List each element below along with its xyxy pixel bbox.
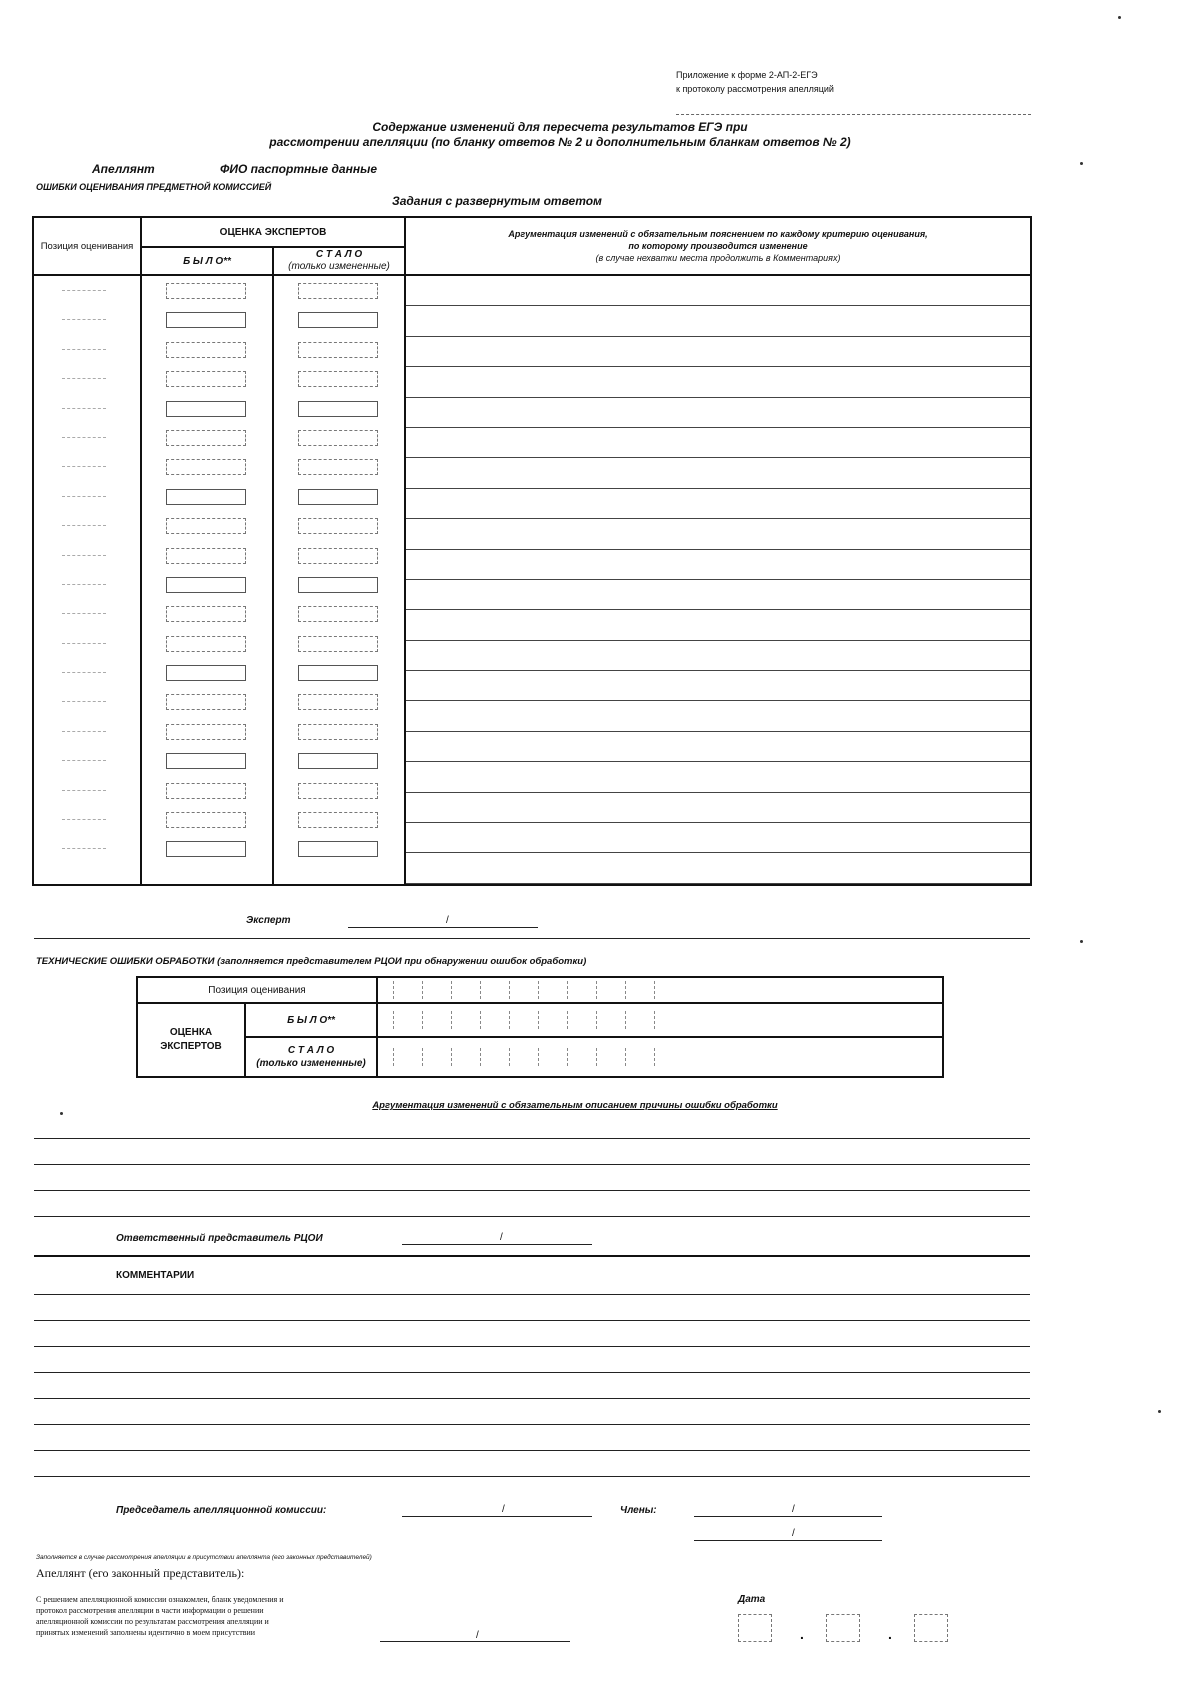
position-cell[interactable] <box>34 717 140 746</box>
section1-subheading: Задания с развернутым ответом <box>392 194 602 208</box>
tick <box>625 981 626 999</box>
tick <box>509 981 510 999</box>
now-column <box>273 275 405 885</box>
tick <box>596 1011 597 1029</box>
position-cell[interactable] <box>34 629 140 658</box>
comment-line[interactable] <box>34 1424 1030 1425</box>
was-score-cell <box>142 423 272 452</box>
was-score-cell <box>142 599 272 628</box>
was-score-cell <box>142 335 272 364</box>
now-score-box[interactable] <box>298 489 378 505</box>
was-score-box[interactable] <box>166 489 246 505</box>
was-score-cell <box>142 394 272 423</box>
was-score-cell <box>142 717 272 746</box>
argument-line[interactable] <box>406 701 1030 731</box>
argument-line[interactable] <box>406 519 1030 549</box>
chairman-label: Председатель апелляционной комиссии: <box>116 1505 327 1516</box>
appellant-representative-label: Апеллянт (его законный представитель): <box>36 1566 245 1580</box>
position-placeholder <box>62 819 106 820</box>
now-score-cell <box>274 394 404 423</box>
footer-note: Заполняется в случае рассмотрения апелляции в присутствии апеллянта (его законных представителей) <box>36 1554 372 1561</box>
technical-errors-table <box>136 976 944 1078</box>
scan-speck <box>60 1112 63 1115</box>
appendix-line-2: к протоколу рассмотрения апелляций <box>676 84 834 94</box>
member-signature-line-1[interactable] <box>694 1516 882 1517</box>
tick <box>451 1048 452 1066</box>
argument-column[interactable] <box>405 275 1031 885</box>
position-cell[interactable] <box>34 511 140 540</box>
was-score-box[interactable] <box>166 518 246 534</box>
argument-line[interactable] <box>406 489 1030 519</box>
col-was-header: Б Ы Л О** <box>141 247 273 275</box>
position-placeholder <box>62 643 106 644</box>
argument-line[interactable] <box>406 610 1030 640</box>
tech-position-label: Позиция оценивания <box>137 977 377 1003</box>
was-score-cell <box>142 364 272 393</box>
date-dot-1: . <box>800 1626 804 1642</box>
tech-now-header <box>245 1037 377 1077</box>
tick <box>422 1011 423 1029</box>
scan-speck <box>1080 940 1083 943</box>
position-cell[interactable] <box>34 599 140 628</box>
col-argument-header <box>405 217 1031 275</box>
position-cell[interactable] <box>34 482 140 511</box>
argument-line[interactable] <box>406 580 1030 610</box>
was-score-box[interactable] <box>166 401 246 417</box>
position-cell[interactable] <box>34 658 140 687</box>
now-score-box[interactable] <box>298 459 378 475</box>
tick <box>422 1048 423 1066</box>
comments-heading: КОММЕНТАРИИ <box>116 1270 195 1281</box>
argument-header-line-3: (в случае нехватки места продолжить в Комментариях) <box>595 253 841 263</box>
position-placeholder <box>62 584 106 585</box>
argument-line[interactable] <box>34 1138 1030 1139</box>
position-placeholder <box>62 408 106 409</box>
now-score-cell <box>274 276 404 305</box>
argument-line[interactable] <box>406 641 1030 671</box>
now-score-box[interactable] <box>298 636 378 652</box>
now-score-cell <box>274 364 404 393</box>
was-score-cell <box>142 834 272 863</box>
was-score-cell <box>142 452 272 481</box>
was-score-cell <box>142 687 272 716</box>
responsible-label: Ответственный представитель РЦОИ <box>116 1233 323 1244</box>
title-line-2: рассмотрении апелляции (по бланку ответов № 2 и дополнительным бланкам ответов № 2) <box>269 135 851 149</box>
chairman-signature-line[interactable] <box>402 1516 592 1517</box>
tick <box>567 981 568 999</box>
position-placeholder <box>62 555 106 556</box>
appellant-separator: / <box>476 1630 479 1641</box>
was-score-box[interactable] <box>166 783 246 799</box>
argument-line[interactable] <box>406 793 1030 823</box>
was-score-box[interactable] <box>166 548 246 564</box>
position-cell[interactable] <box>34 335 140 364</box>
now-score-cell <box>274 599 404 628</box>
tick <box>393 1048 394 1066</box>
now-score-box[interactable] <box>298 665 378 681</box>
position-placeholder <box>62 319 106 320</box>
tick <box>567 1011 568 1029</box>
now-score-cell <box>274 482 404 511</box>
tech-was-cells[interactable] <box>377 1003 943 1037</box>
was-score-cell <box>142 276 272 305</box>
was-score-box[interactable] <box>166 371 246 387</box>
position-placeholder <box>62 525 106 526</box>
comment-line[interactable] <box>34 1476 1030 1477</box>
member-signature-line-2[interactable] <box>694 1540 882 1541</box>
statement <box>36 1594 283 1638</box>
position-cell[interactable] <box>34 452 140 481</box>
tech-position-cells[interactable] <box>377 977 943 1003</box>
was-score-box[interactable] <box>166 665 246 681</box>
col-position-header: Позиция оценивания <box>33 217 141 275</box>
statement-line-3: апелляционной комиссии по результатам рассмотрения апелляции и <box>36 1617 269 1626</box>
appellant-signature-line[interactable] <box>380 1641 570 1642</box>
now-score-cell <box>274 305 404 334</box>
argument-header-line-1: Аргументация изменений с обязательным пояснением по каждому критерию оценивания, <box>508 229 928 239</box>
argument-header-line-2: по которому производится изменение <box>628 241 808 251</box>
tick <box>538 1011 539 1029</box>
chairman-separator: / <box>502 1504 505 1515</box>
position-placeholder <box>62 613 106 614</box>
argument-line[interactable] <box>406 306 1030 336</box>
member-separator-1: / <box>792 1504 795 1515</box>
argument-line[interactable] <box>34 1190 1030 1191</box>
was-score-box[interactable] <box>166 636 246 652</box>
tick <box>654 1048 655 1066</box>
section2-heading: ТЕХНИЧЕСКИЕ ОШИБКИ ОБРАБОТКИ (заполняется представителем РЦОИ при обнаружении ошибок обработки) <box>36 956 587 967</box>
now-score-box[interactable] <box>298 812 378 828</box>
was-score-box[interactable] <box>166 430 246 446</box>
tech-was-label: Б Ы Л О** <box>245 1003 377 1037</box>
tech-now-label: С Т А Л О <box>287 1045 335 1056</box>
tick <box>567 1048 568 1066</box>
was-score-cell <box>142 746 272 775</box>
argument-line[interactable] <box>406 398 1030 428</box>
statement-line-1: С решением апелляционной комиссии ознакомлен, бланк уведомления и <box>36 1595 284 1604</box>
position-placeholder <box>62 378 106 379</box>
scan-speck <box>1118 16 1121 19</box>
argument-line[interactable] <box>406 671 1030 701</box>
was-score-cell <box>142 570 272 599</box>
position-cell[interactable] <box>34 423 140 452</box>
argument-line[interactable] <box>406 762 1030 792</box>
argument-line[interactable] <box>406 823 1030 853</box>
position-cell[interactable] <box>34 687 140 716</box>
title-line-1: Содержание изменений для пересчета результатов ЕГЭ при <box>372 120 748 134</box>
evaluation-errors-table <box>32 216 1032 886</box>
expert-separator: / <box>446 915 449 926</box>
col-now-label: С Т А Л О <box>315 249 363 260</box>
was-score-cell <box>142 511 272 540</box>
section1-heading: ОШИБКИ ОЦЕНИВАНИЯ ПРЕДМЕТНОЙ КОМИССИЕЙ <box>36 182 272 192</box>
now-score-box[interactable] <box>298 577 378 593</box>
tick <box>480 981 481 999</box>
was-score-cell <box>142 541 272 570</box>
tick <box>509 1011 510 1029</box>
now-score-box[interactable] <box>298 342 378 358</box>
scan-speck <box>1080 162 1083 165</box>
position-placeholder <box>62 466 106 467</box>
tech-now-note: (только измененные) <box>256 1058 366 1069</box>
now-score-cell <box>274 570 404 599</box>
position-cell[interactable] <box>34 305 140 334</box>
position-cell[interactable] <box>34 834 140 863</box>
scan-speck <box>1158 1410 1161 1413</box>
position-cell[interactable] <box>34 541 140 570</box>
position-column <box>33 275 141 885</box>
member-separator-2: / <box>792 1528 795 1539</box>
protocol-number-field[interactable] <box>676 100 1031 115</box>
argument-line[interactable] <box>406 732 1030 762</box>
now-score-cell <box>274 746 404 775</box>
tick <box>596 1048 597 1066</box>
now-score-cell <box>274 717 404 746</box>
argument-line[interactable] <box>406 428 1030 458</box>
position-cell[interactable] <box>34 805 140 834</box>
was-score-box[interactable] <box>166 606 246 622</box>
tick <box>451 1011 452 1029</box>
tick <box>654 1011 655 1029</box>
argument-line[interactable] <box>406 367 1030 397</box>
now-score-cell <box>274 423 404 452</box>
now-score-box[interactable] <box>298 312 378 328</box>
position-cell[interactable] <box>34 276 140 305</box>
tick <box>625 1011 626 1029</box>
date-month-field[interactable] <box>826 1614 860 1642</box>
tick <box>538 1048 539 1066</box>
now-score-box[interactable] <box>298 783 378 799</box>
position-cell[interactable] <box>34 364 140 393</box>
now-score-cell <box>274 776 404 805</box>
argument-line[interactable] <box>406 458 1030 488</box>
tick <box>654 981 655 999</box>
statement-line-4: принятых изменений заполнены идентично в моем присутствии <box>36 1628 256 1637</box>
col-now-note: (только измененные) <box>288 261 390 272</box>
position-placeholder <box>62 760 106 761</box>
argument-line[interactable] <box>34 1164 1030 1165</box>
now-score-box[interactable] <box>298 430 378 446</box>
tick <box>625 1048 626 1066</box>
comment-line[interactable] <box>34 1450 1030 1451</box>
now-score-cell <box>274 335 404 364</box>
now-score-box[interactable] <box>298 753 378 769</box>
tech-now-cells[interactable] <box>377 1037 943 1077</box>
was-score-box[interactable] <box>166 283 246 299</box>
divider <box>34 1255 1030 1257</box>
tech-experts-label: ОЦЕНКА ЭКСПЕРТОВ <box>137 1003 245 1077</box>
was-score-box[interactable] <box>166 312 246 328</box>
date-year-field[interactable] <box>914 1614 948 1642</box>
position-placeholder <box>62 349 106 350</box>
argument-line[interactable] <box>406 550 1030 580</box>
expert-signature-line[interactable] <box>348 927 538 928</box>
position-placeholder <box>62 672 106 673</box>
members-label: Члены: <box>620 1505 657 1516</box>
was-score-box[interactable] <box>166 724 246 740</box>
was-score-cell <box>142 776 272 805</box>
now-score-box[interactable] <box>298 694 378 710</box>
position-placeholder <box>62 496 106 497</box>
now-score-box[interactable] <box>298 401 378 417</box>
now-score-box[interactable] <box>298 518 378 534</box>
position-placeholder <box>62 701 106 702</box>
col-experts-header: ОЦЕНКА ЭКСПЕРТОВ <box>141 217 405 247</box>
now-score-box[interactable] <box>298 724 378 740</box>
responsible-separator: / <box>500 1232 503 1243</box>
was-score-box[interactable] <box>166 577 246 593</box>
was-score-box[interactable] <box>166 459 246 475</box>
tick <box>451 981 452 999</box>
tick <box>480 1011 481 1029</box>
position-placeholder <box>62 731 106 732</box>
expert-label: Эксперт <box>246 915 291 926</box>
position-placeholder <box>62 790 106 791</box>
was-score-cell <box>142 658 272 687</box>
tick <box>393 1011 394 1029</box>
now-score-cell <box>274 629 404 658</box>
now-score-box[interactable] <box>298 841 378 857</box>
was-score-box[interactable] <box>166 841 246 857</box>
tick <box>393 981 394 999</box>
was-score-box[interactable] <box>166 342 246 358</box>
tick <box>538 981 539 999</box>
now-score-cell <box>274 452 404 481</box>
col-now-header <box>273 247 405 275</box>
tick <box>480 1048 481 1066</box>
position-cell[interactable] <box>34 746 140 775</box>
position-placeholder <box>62 848 106 849</box>
argument-line[interactable] <box>406 276 1030 306</box>
divider <box>34 938 1030 939</box>
was-score-cell <box>142 629 272 658</box>
now-score-box[interactable] <box>298 371 378 387</box>
argument-line[interactable] <box>406 337 1030 367</box>
was-score-box[interactable] <box>166 812 246 828</box>
now-score-cell <box>274 541 404 570</box>
tick <box>509 1048 510 1066</box>
responsible-signature-line[interactable] <box>402 1244 592 1245</box>
argument-line[interactable] <box>34 1216 1030 1217</box>
was-score-cell <box>142 482 272 511</box>
comment-line[interactable] <box>34 1398 1030 1399</box>
was-column <box>141 275 273 885</box>
comment-line[interactable] <box>34 1294 1030 1295</box>
now-score-box[interactable] <box>298 283 378 299</box>
position-cell[interactable] <box>34 394 140 423</box>
comment-line[interactable] <box>34 1320 1030 1321</box>
appellant-value: ФИО паспортные данные <box>220 162 378 176</box>
now-score-cell <box>274 511 404 540</box>
comment-line[interactable] <box>34 1346 1030 1347</box>
tick <box>596 981 597 999</box>
was-score-cell <box>142 805 272 834</box>
position-cell[interactable] <box>34 776 140 805</box>
now-score-cell <box>274 687 404 716</box>
tech-argument-heading: Аргументация изменений с обязательным описанием причины ошибки обработки <box>372 1100 778 1111</box>
now-score-cell <box>274 805 404 834</box>
now-score-cell <box>274 658 404 687</box>
tick <box>422 981 423 999</box>
date-label: Дата <box>738 1594 766 1605</box>
appellant-label: Апеллянт <box>92 162 155 176</box>
was-score-cell <box>142 305 272 334</box>
appendix-line-1: Приложение к форме 2-АП-2-ЕГЭ <box>676 70 818 80</box>
statement-line-2: протокол рассмотрения апелляции в части информации о решении <box>36 1606 264 1615</box>
was-score-box[interactable] <box>166 694 246 710</box>
now-score-cell <box>274 834 404 863</box>
date-day-field[interactable] <box>738 1614 772 1642</box>
comment-line[interactable] <box>34 1372 1030 1373</box>
now-score-box[interactable] <box>298 606 378 622</box>
position-placeholder <box>62 437 106 438</box>
now-score-box[interactable] <box>298 548 378 564</box>
position-cell[interactable] <box>34 570 140 599</box>
date-dot-2: . <box>888 1626 892 1642</box>
position-placeholder <box>62 290 106 291</box>
was-score-box[interactable] <box>166 753 246 769</box>
argument-line[interactable] <box>406 853 1030 883</box>
